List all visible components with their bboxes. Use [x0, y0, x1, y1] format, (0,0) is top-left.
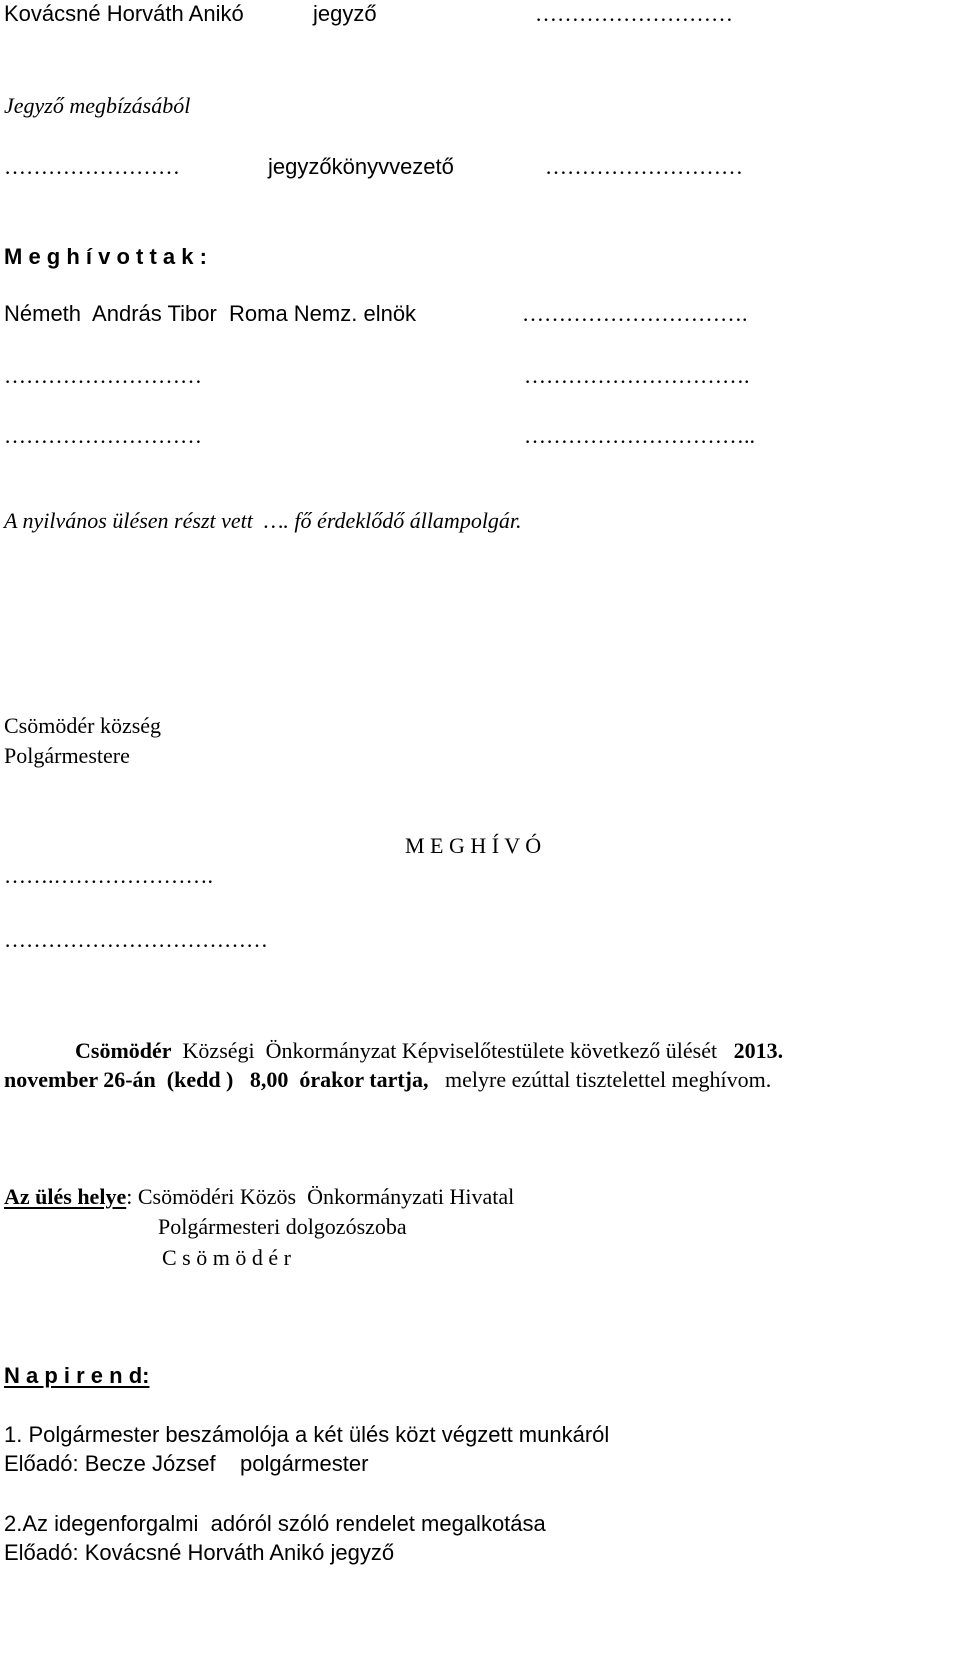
- agenda-item1-title: 1. Polgármester beszámolója a két ülés közt végzett munkáról: [4, 1422, 610, 1447]
- invitee-first-dots: ………………………….: [522, 301, 748, 326]
- venue-address2: Polgármesteri dolgozószoba: [158, 1214, 407, 1239]
- venue-address1: Csömödéri Közös Önkormányzati Hivatal: [137, 1184, 515, 1209]
- invitation-line2-text: melyre ezúttal tisztelettel meghívom.: [445, 1067, 772, 1092]
- sender-line1: Csömödér község: [4, 713, 162, 738]
- agenda-item2-presenter: Előadó: Kovácsné Horváth Anikó jegyző: [4, 1540, 395, 1565]
- recorder-title: jegyzőkönyvvezető: [268, 154, 454, 179]
- agenda-heading: N a p i r e n d:: [4, 1363, 150, 1388]
- invitation-line1-bold-b: 2013.: [733, 1038, 784, 1063]
- sender-dots1: …….………………….: [4, 863, 213, 888]
- invitee-row3-right-dots: …………………………..: [524, 423, 755, 448]
- agenda-item1-presenter: Előadó: Becze József polgármester: [4, 1451, 369, 1476]
- invitees-heading: M e g h í v o t t a k :: [4, 244, 207, 269]
- invitee-row3-left-dots: ………………………: [4, 423, 202, 448]
- notary-name: Kovácsné Horváth Anikó: [4, 1, 244, 26]
- invitation-line1: [75, 1040, 783, 1062]
- invitation-line1-bold-a: Csömödér: [75, 1038, 172, 1063]
- sender-line2: Polgármestere: [4, 743, 130, 768]
- venue-colon: :: [126, 1184, 133, 1209]
- venue-label: Az ülés helye: [4, 1184, 127, 1209]
- mandate-text: Jegyző megbízásából: [4, 93, 191, 118]
- notary-signature-dots: ………………………: [535, 1, 733, 26]
- recorder-dots-right: ………………………: [545, 154, 743, 179]
- invitee-row2-right-dots: ………………………….: [524, 363, 750, 388]
- invitee-row2-left-dots: ………………………: [4, 363, 202, 388]
- recorder-dots-left: ……………………: [4, 154, 180, 179]
- notary-title: jegyző: [313, 1, 377, 26]
- attendance-note: A nyilvános ülésen részt vett …. fő érdeklődő állampolgár.: [4, 508, 522, 533]
- page-title: M E G H Í V Ó: [405, 833, 542, 858]
- venue-address3: C s ö m ö d é r: [162, 1245, 291, 1270]
- invitation-line2: [4, 1069, 771, 1091]
- invitee-first-name: Németh András Tibor Roma Nemz. elnök: [4, 301, 417, 326]
- invitation-line2-bold-a: november 26-án (kedd ) 8,00 órakor tartja,: [4, 1067, 429, 1092]
- invitation-line1-text: Községi Önkormányzat Képviselőtestülete következő ülését: [182, 1038, 718, 1063]
- sender-dots2: ………………………………: [4, 927, 268, 952]
- agenda-item2-title: 2.Az idegenforgalmi adóról szóló rendelet megalkotása: [4, 1511, 546, 1536]
- venue-line1: [4, 1186, 514, 1208]
